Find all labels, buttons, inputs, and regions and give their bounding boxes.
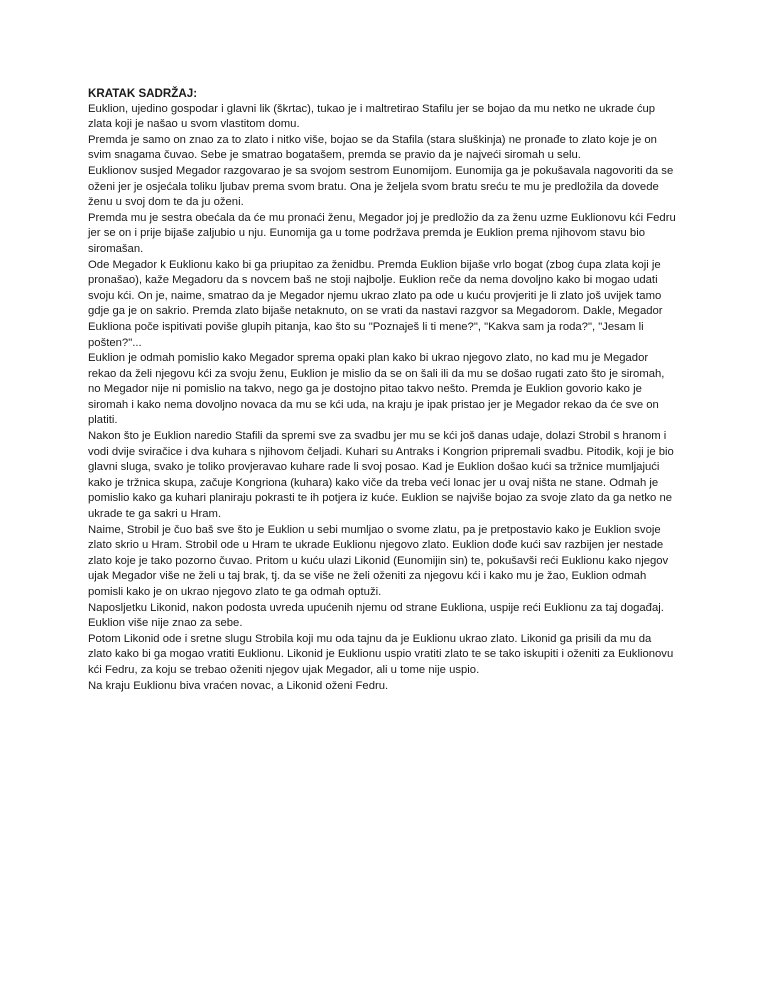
- document-page: [88, 86, 678, 694]
- paragraph: Ode Megador k Euklionu kako bi ga priupitao za ženidbu. Premda Euklion bijaše vrlo bogat (zbog ćupa zlata koji je pronašao), kaže Megadoru da s novcem baš ne stoji najbolje. Euklion reče da nema dovoljno kako bi mogao udati svoju kći. On je, naime, smatrao da je Megador njemu ukrao zlato pa ode u kuću provjeriti je li zlato još uvijek tamo gdje ga je on sakrio. Premda zlato bijaše netaknuto, on se vrati da nastavi razgvor sa Megadorom. Dakle, Megador Eukliona poče ispitivati poviše glupih pitanja, kao što su "Poznaješ li ti mene?", "Kakva sam ja roda?", "Jesam li pošten?"...: [88, 258, 663, 349]
- paragraph: Euklion je odmah pomislio kako Megador sprema opaki plan kako bi ukrao njegovo zlato, no kad mu je Megador rekao da želi njegovu kći za svoju ženu, Euklion je mislio da se on šali ili da mu se došao rugati zato što je siromah, no Megador nije ni pomislio na takvo, nego ga je dostojno pitao takvo nešto. Premda je Euklion govorio kako je siromah i kako nema dovoljno novaca da mu se kći uda, na kraju je ipak pristao jer je Megador rekao da će sve on platiti.: [88, 352, 665, 427]
- paragraph: Naposljetku Likonid, nakon podosta uvreda upućenih njemu od strane Eukliona, uspije reći Euklionu za taj događaj. Euklion više nije znao za sebe.: [88, 601, 664, 630]
- paragraph: Premda mu je sestra obećala da će mu pronaći ženu, Megador joj je predložio da za ženu uzme Euklionovu kći Fedru jer se on i prije bijaše zaljubio u nju. Eunomija ga u tome podržava premda je Euklion prema njihovom stavu bio siromašan.: [88, 211, 676, 255]
- document-heading: KRATAK SADRŽAJ:: [88, 87, 198, 100]
- paragraph: Naime, Strobil je čuo baš sve što je Euklion u sebi mumljao o svome zlatu, pa je pretpostavio kako je Euklion svoje zlato skrio u Hram. Strobil ode u Hram te ukrade Euklionu njegovo zlato. Euklion dođe kući sav razbijen jer nestade zlato koje je tako pozorno čuvao. Pritom u kuću ulazi Likonid (Eunomijin sin) te, pokušavši reći Euklionu kako njegov ujak Megador više ne želi u taj brak, tj. da se više ne želi oženiti za njegovu kći i kako mu je žao, Euklion odmah pomisli kako je on ukrao njegovo zlato te ga odmah optuži.: [88, 523, 669, 598]
- paragraph: Premda je samo on znao za to zlato i nitko više, bojao se da Stafila (stara sluškinja) ne pronađe to zlato koje je on svim snagama čuvao. Sebe je smatrao bogatašem, premda se pravio da je najveći siromah u selu.: [88, 133, 657, 162]
- paragraph: Euklion, ujedino gospodar i glavni lik (škrtac), tukao je i maltretirao Stafilu jer se bojao da mu netko ne ukrade ćup zlata koji je našao u svom vlastitom domu.: [88, 102, 656, 131]
- paragraph: Euklionov susjed Megador razgovarao je sa svojom sestrom Eunomijom. Eunomija ga je pokušavala nagovoriti da se oženi jer je osjećala toliku ljubav prema svom bratu. Ona je željela svom bratu sreću te mu je predložila da dovede ženu u svoj dom te da ju oženi.: [88, 164, 674, 209]
- paragraph: Na kraju Euklionu biva vraćen novac, a Likonid oženi Fedru.: [88, 679, 389, 692]
- paragraph: Nakon što je Euklion naredio Stafili da spremi sve za svadbu jer mu se kći još danas udaje, dolazi Strobil s hranom i vodi dvije sviračice i dva kuhara s njihovom čeljadi. Kuhari su Antraks i Kongrion pripremali svadbu. Pitodik, koji je bio glavni sluga, svako je toliko provjeravao kuhare rade li svoj posao. Kad je Euklion došao kući sa tržnice mumljajući kako je tržnica skupa, začuje Kongriona (kuhara) kako viče da treba veći lonac jer u ovaj ništa ne stane. Odmah je pomislio kako ga kuhari planiraju pokrasti te ih potjera iz kuće. Euklion se najviše bojao za svoje zlato da ga netko ne ukrade te ga sakri u Hram.: [88, 430, 674, 521]
- paragraph: Potom Likonid ode i sretne slugu Strobila koji mu oda tajnu da je Euklionu ukrao zlato. Likonid ga prisili da mu da zlato kako bi ga mogao vratiti Euklionu. Likonid je Euklionu uspio vratiti zlato te se tako iskupiti i oženiti za Euklionovu kći Fedru, za koju se trebao oženiti njegov ujak Megador, ali u tome nije uspio.: [88, 632, 674, 676]
